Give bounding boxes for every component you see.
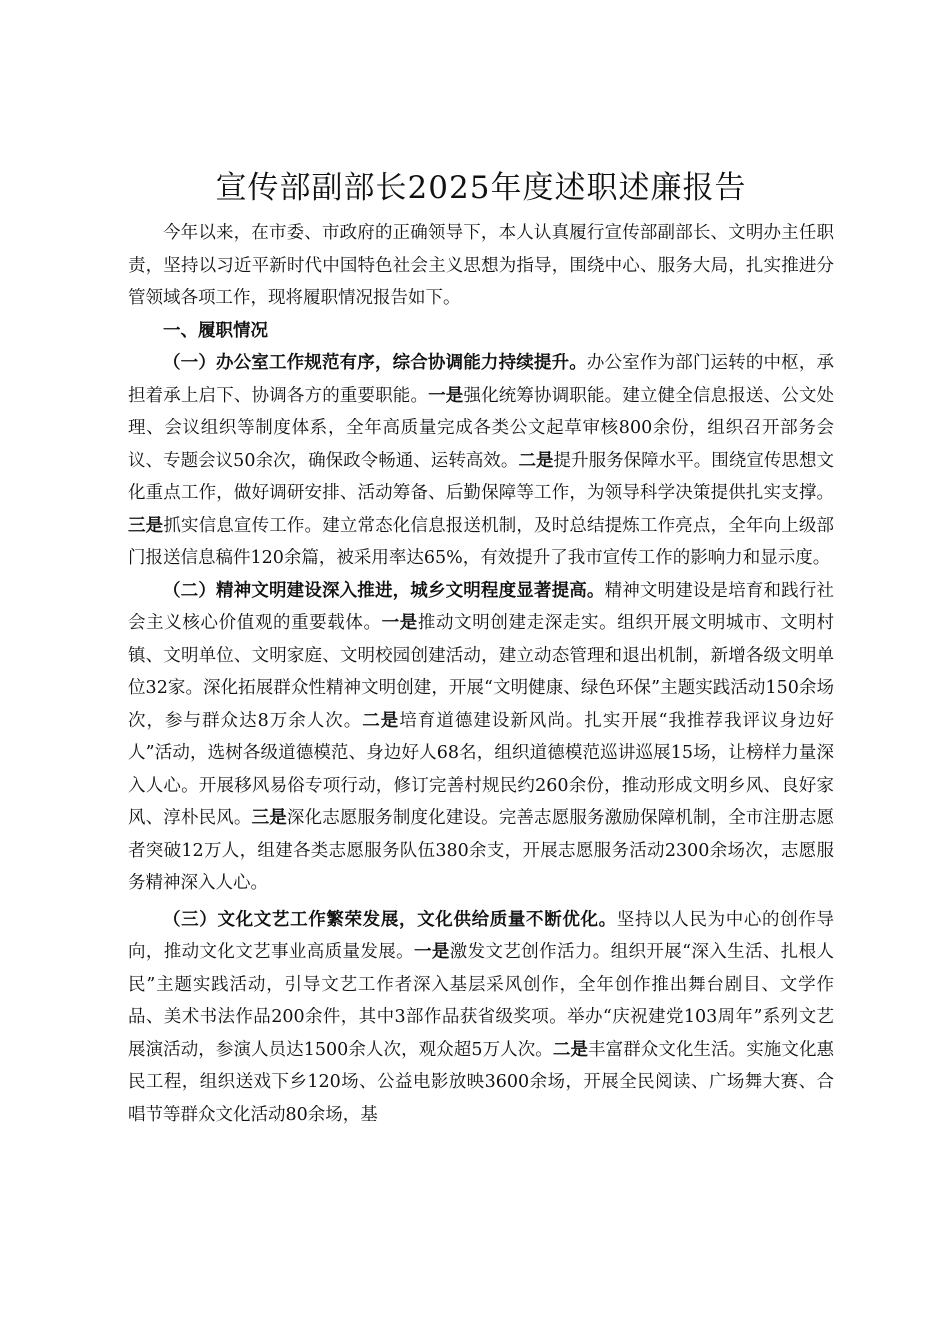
marker-second: 二是 xyxy=(362,710,400,731)
subsection-culture-heading: （三）文化文艺工作繁荣发展，文化供给质量不断优化。 xyxy=(163,909,617,930)
subsection-office-point-1: 强化统筹协调职能。建立健全信息报送、公文处理、会议组织等制度体系，全年高质量完成各类公文起草审核800余份，组织召开部务会议、专题会议50余次，确保政令畅通、运转高效。 xyxy=(128,385,835,471)
page-title: 宣传部副部长2025年度述职述廉报告 xyxy=(215,170,747,206)
subsection-civilization-point-3: 深化志愿服务制度化建设。完善志愿服务激励保障机制，全市注册志愿者突破12万人，组建各类志愿服务队伍380余支，开展志愿服务活动2300余场次，志愿服务精神深入人心。 xyxy=(128,808,835,893)
marker-first: 一是 xyxy=(428,385,464,406)
subsection-civilization-paragraph xyxy=(128,575,834,900)
subsection-culture-point-2: 丰富群众文化生活。实施文化惠民工程，组织送戏下乡120场、公益电影放映3600余场，开展全民阅读、广场舞大赛、合唱节等群众文化活动80余场，基 xyxy=(128,1039,835,1125)
subsection-civilization-heading: （二）精神文明建设深入推进，城乡文明程度显著提高。 xyxy=(163,580,605,601)
marker-first: 一是 xyxy=(381,613,418,633)
subsection-civilization-lead: 精神文明建设是培育和践行社会主义核心价值观的重要载体。 xyxy=(128,580,835,633)
subsection-culture-lead: 坚持以人民为中心的创作导向，推动文化文艺事业高质量发展。 xyxy=(128,909,835,962)
subsection-office-lead: 办公室作为部门运转的中枢，承担着承上启下、协调各方的重要职能。 xyxy=(128,353,834,406)
subsection-culture-point-1: 激发文艺创作活力。组织开展“深入生活、扎根人民”主题实践活动，引导文艺工作者深入基层采风创作，全年创作推出舞台剧目、文学作品、美术书法作品200余件，其中3部作品获省级奖项。举办“庆祝建党103周年”系列文艺展演活动，参演人员达1500余人次，观众超5万人次。 xyxy=(128,942,834,1060)
subsection-office-heading: （一）办公室工作规范有序，综合协调能力持续提升。 xyxy=(163,353,587,373)
subsection-culture-paragraph xyxy=(128,904,834,1132)
subsection-office-paragraph xyxy=(128,347,834,575)
subsection-office-point-2: 提升服务保障水平。围绕宣传思想文化重点工作，做好调研安排、活动筹备、后勤保障等工作，为领导科学决策提供扎实支撑。 xyxy=(128,450,834,503)
marker-third: 三是 xyxy=(251,808,287,828)
marker-second: 二是 xyxy=(552,1039,589,1060)
section-heading-performance: 一、履职情况 xyxy=(163,320,268,341)
subsection-office-point-3: 抓实信息宣传工作。建立常态化信息报送机制，及时总结提炼工作亮点，全年向上级部门报送信息稿件120余篇，被采用率达65%，有效提升了我市宣传工作的影响力和显示度。 xyxy=(128,515,835,568)
marker-first: 一是 xyxy=(413,942,450,962)
marker-third: 三是 xyxy=(128,515,164,536)
document-page xyxy=(128,163,834,1131)
subsection-civilization-point-2: 培育道德建设新风尚。扎实开展“我推荐我评议身边好人”活动，选树各级道德模范、身边好人68名，组织道德模范巡讲巡展15场，让榜样力量深入人心。开展移风易俗专项行动，修订完善村规民约260余份，推动形成文明乡风、良好家风、淳朴民风。 xyxy=(128,710,835,828)
intro-paragraph: 今年以来，在市委、市政府的正确领导下，本人认真履行宣传部副部长、文明办主任职责，坚持以习近平新时代中国特色社会主义思想为指导，围绕中心、服务大局，扎实推进分管领域各项工作，现将履职情况报告如下。 xyxy=(128,223,834,308)
marker-second: 二是 xyxy=(518,450,554,471)
subsection-civilization-point-1: 推动文明创建走深走实。组织开展文明城市、文明村镇、文明单位、文明家庭、文明校园创建活动，建立动态管理和退出机制，新增各级文明单位32家。深化拓展群众性精神文明创建，开展“文明健康、绿色环保”主题实践活动150余场次，参与群众达8万余人次。 xyxy=(128,613,835,731)
